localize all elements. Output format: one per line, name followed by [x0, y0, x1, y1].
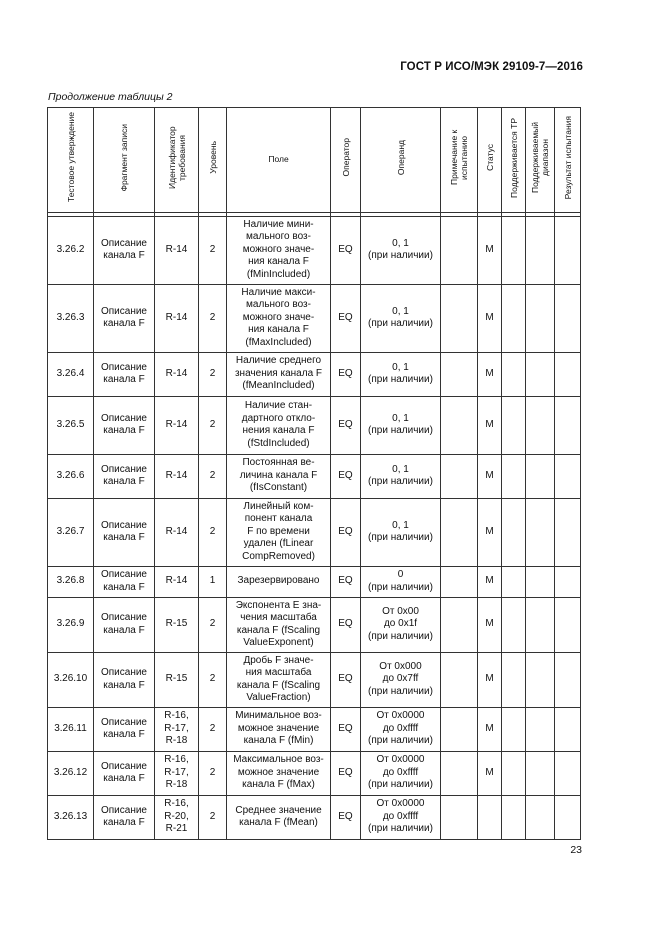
requirement-id-cell: R-14: [155, 284, 199, 352]
operator-cell: EQ: [331, 396, 361, 454]
table-row: [48, 352, 581, 396]
supported-range-cell: [526, 396, 555, 454]
status-cell: [478, 795, 502, 839]
requirement-id-cell: R-16, R-17, R-18: [155, 751, 199, 795]
assertion-id-cell: 3.26.6: [48, 454, 94, 498]
operator-cell: EQ: [331, 498, 361, 566]
field-cell: Зарезервировано: [227, 566, 331, 597]
status-cell: M: [478, 652, 502, 707]
field-cell: Постоянная ве- личина канала F (fIsConstant): [227, 454, 331, 498]
supported-range-cell: [526, 566, 555, 597]
assertion-id-cell: 3.26.5: [48, 396, 94, 454]
status-cell: M: [478, 216, 502, 284]
column-header: Поддерживаемый диапазон: [526, 108, 555, 213]
test-note-cell: [441, 707, 478, 751]
table-row: [48, 795, 581, 839]
operand-cell: 0 (при наличии): [361, 566, 441, 597]
operator-cell: EQ: [331, 566, 361, 597]
status-cell: M: [478, 751, 502, 795]
record-fragment-cell: Описание канала F: [94, 751, 155, 795]
assertion-id-cell: 3.26.4: [48, 352, 94, 396]
table-row: [48, 597, 581, 652]
field-cell: Максимальное воз- можное значение канала F (fMax): [227, 751, 331, 795]
operand-cell: От 0x0000 до 0xffff (при наличии): [361, 795, 441, 839]
record-fragment-cell: Описание канала F: [94, 396, 155, 454]
test-note-cell: [441, 751, 478, 795]
test-note-cell: [441, 216, 478, 284]
supported-range-cell: [526, 597, 555, 652]
level-cell: 2: [199, 454, 227, 498]
document-header: ГОСТ Р ИСО/МЭК 29109-7—2016: [400, 61, 583, 73]
requirements-table: [47, 107, 581, 840]
supported-range-cell: [526, 652, 555, 707]
status-cell: M: [478, 396, 502, 454]
record-fragment-cell: Описание канала F: [94, 284, 155, 352]
supported-range-cell: [526, 454, 555, 498]
column-header: Идентификатор требования: [155, 108, 199, 213]
operator-cell: EQ: [331, 751, 361, 795]
operand-cell: 0, 1 (при наличии): [361, 216, 441, 284]
supported-range-cell: [526, 284, 555, 352]
record-fragment-cell: Описание канала F: [94, 216, 155, 284]
test-result-cell: [555, 352, 581, 396]
record-fragment-cell: Описание канала F: [94, 652, 155, 707]
assertion-id-cell: 3.26.2: [48, 216, 94, 284]
field-cell: Экспонента E зна- чения масштаба канала F (fScaling ValueExponent): [227, 597, 331, 652]
status-cell: M: [478, 352, 502, 396]
test-note-cell: [441, 652, 478, 707]
test-result-cell: [555, 707, 581, 751]
level-cell: 2: [199, 216, 227, 284]
table-row: [48, 216, 581, 284]
operand-cell: 0, 1 (при наличии): [361, 454, 441, 498]
status-cell: M: [478, 454, 502, 498]
supported-range-cell: [526, 216, 555, 284]
supported-tr-cell: [502, 795, 526, 839]
field-cell: Наличие стан- дартного откло- нения канала F (fStdIncluded): [227, 396, 331, 454]
table-header-row: [48, 108, 581, 213]
operator-cell: EQ: [331, 707, 361, 751]
level-cell: 2: [199, 751, 227, 795]
supported-tr-cell: [502, 216, 526, 284]
test-result-cell: [555, 795, 581, 839]
table-row: [48, 652, 581, 707]
operand-cell: От 0x0000 до 0xffff (при наличии): [361, 707, 441, 751]
test-note-cell: [441, 454, 478, 498]
requirement-id-cell: R-16, R-20, R-21: [155, 795, 199, 839]
requirement-id-cell: R-14: [155, 566, 199, 597]
table-row: [48, 566, 581, 597]
field-cell: Наличие макси- мального воз- можного значе- ния канала F (fMaxIncluded): [227, 284, 331, 352]
field-cell: Линейный ком- понент канала F по времени удален (fLinear CompRemoved): [227, 498, 331, 566]
supported-range-cell: [526, 707, 555, 751]
requirement-id-cell: R-14: [155, 216, 199, 284]
operand-cell: 0, 1 (при наличии): [361, 284, 441, 352]
supported-tr-cell: [502, 396, 526, 454]
test-note-cell: [441, 597, 478, 652]
requirement-id-cell: R-14: [155, 396, 199, 454]
level-cell: 2: [199, 795, 227, 839]
operand-cell: 0, 1 (при наличии): [361, 498, 441, 566]
table-row: [48, 707, 581, 751]
test-result-cell: [555, 597, 581, 652]
test-note-cell: [441, 795, 478, 839]
table-caption: Продолжение таблицы 2: [48, 91, 173, 103]
requirement-id-cell: R-14: [155, 352, 199, 396]
test-note-cell: [441, 396, 478, 454]
level-cell: 2: [199, 597, 227, 652]
supported-tr-cell: [502, 352, 526, 396]
table-row: [48, 396, 581, 454]
column-header: Тестовое утверждение: [48, 108, 94, 213]
supported-range-cell: [526, 795, 555, 839]
column-header: Поле: [227, 108, 331, 213]
test-result-cell: [555, 454, 581, 498]
supported-tr-cell: [502, 751, 526, 795]
requirement-id-cell: R-14: [155, 498, 199, 566]
test-note-cell: [441, 498, 478, 566]
assertion-id-cell: 3.26.11: [48, 707, 94, 751]
table-row: [48, 454, 581, 498]
test-note-cell: [441, 284, 478, 352]
assertion-id-cell: 3.26.8: [48, 566, 94, 597]
test-result-cell: [555, 284, 581, 352]
column-header: Поддерживается ТР: [502, 108, 526, 213]
test-result-cell: [555, 498, 581, 566]
table-row: [48, 751, 581, 795]
record-fragment-cell: Описание канала F: [94, 707, 155, 751]
supported-range-cell: [526, 352, 555, 396]
column-header: Оператор: [331, 108, 361, 213]
assertion-id-cell: 3.26.3: [48, 284, 94, 352]
operator-cell: EQ: [331, 284, 361, 352]
status-cell: M: [478, 597, 502, 652]
column-header: Результат испытания: [555, 108, 581, 213]
field-cell: Наличие среднего значения канала F (fMeanIncluded): [227, 352, 331, 396]
column-header: Уровень: [199, 108, 227, 213]
status-cell: M: [478, 498, 502, 566]
supported-tr-cell: [502, 498, 526, 566]
record-fragment-cell: Описание канала F: [94, 352, 155, 396]
record-fragment-cell: Описание канала F: [94, 566, 155, 597]
table-row: [48, 284, 581, 352]
column-header: Фрагмент записи: [94, 108, 155, 213]
field-cell: Минимальное воз- можное значение канала F (fMin): [227, 707, 331, 751]
record-fragment-cell: Описание канала F: [94, 498, 155, 566]
supported-tr-cell: [502, 284, 526, 352]
requirement-id-cell: R-15: [155, 597, 199, 652]
status-cell: M: [478, 707, 502, 751]
operand-cell: От 0x0000 до 0xffff (при наличии): [361, 751, 441, 795]
status-cell: M: [478, 284, 502, 352]
level-cell: 2: [199, 396, 227, 454]
requirement-id-cell: R-16, R-17, R-18: [155, 707, 199, 751]
requirement-id-cell: R-14: [155, 454, 199, 498]
column-header: Примечание к испытанию: [441, 108, 478, 213]
operator-cell: EQ: [331, 216, 361, 284]
assertion-id-cell: 3.26.12: [48, 751, 94, 795]
test-result-cell: [555, 652, 581, 707]
table-row: [48, 498, 581, 566]
column-header: Операнд: [361, 108, 441, 213]
requirement-id-cell: R-15: [155, 652, 199, 707]
supported-range-cell: [526, 498, 555, 566]
field-cell: Наличие мини- мального воз- можного значе- ния канала F (fMinIncluded): [227, 216, 331, 284]
operand-cell: От 0x000 до 0x7ff (при наличии): [361, 652, 441, 707]
level-cell: 2: [199, 652, 227, 707]
test-note-cell: [441, 566, 478, 597]
record-fragment-cell: Описание канала F: [94, 597, 155, 652]
assertion-id-cell: 3.26.9: [48, 597, 94, 652]
operator-cell: EQ: [331, 454, 361, 498]
level-cell: 1: [199, 566, 227, 597]
supported-range-cell: [526, 751, 555, 795]
status-cell: M: [478, 566, 502, 597]
supported-tr-cell: [502, 566, 526, 597]
operand-cell: От 0x00 до 0x1f (при наличии): [361, 597, 441, 652]
assertion-id-cell: 3.26.10: [48, 652, 94, 707]
operator-cell: EQ: [331, 795, 361, 839]
supported-tr-cell: [502, 707, 526, 751]
test-result-cell: [555, 396, 581, 454]
field-cell: Дробь F значе- ния масштаба канала F (fScaling ValueFraction): [227, 652, 331, 707]
assertion-id-cell: 3.26.13: [48, 795, 94, 839]
operator-cell: EQ: [331, 652, 361, 707]
column-header: Статус: [478, 108, 502, 213]
test-result-cell: [555, 566, 581, 597]
level-cell: 2: [199, 498, 227, 566]
record-fragment-cell: Описание канала F: [94, 454, 155, 498]
level-cell: 2: [199, 707, 227, 751]
operand-cell: 0, 1 (при наличии): [361, 352, 441, 396]
record-fragment-cell: Описание канала F: [94, 795, 155, 839]
supported-tr-cell: [502, 597, 526, 652]
test-note-cell: [441, 352, 478, 396]
level-cell: 2: [199, 284, 227, 352]
assertion-id-cell: 3.26.7: [48, 498, 94, 566]
operator-cell: EQ: [331, 597, 361, 652]
supported-tr-cell: [502, 454, 526, 498]
page-number: 23: [570, 844, 582, 856]
operand-cell: 0, 1 (при наличии): [361, 396, 441, 454]
test-result-cell: [555, 751, 581, 795]
operator-cell: EQ: [331, 352, 361, 396]
field-cell: Среднее значение канала F (fMean): [227, 795, 331, 839]
supported-tr-cell: [502, 652, 526, 707]
level-cell: 2: [199, 352, 227, 396]
test-result-cell: [555, 216, 581, 284]
